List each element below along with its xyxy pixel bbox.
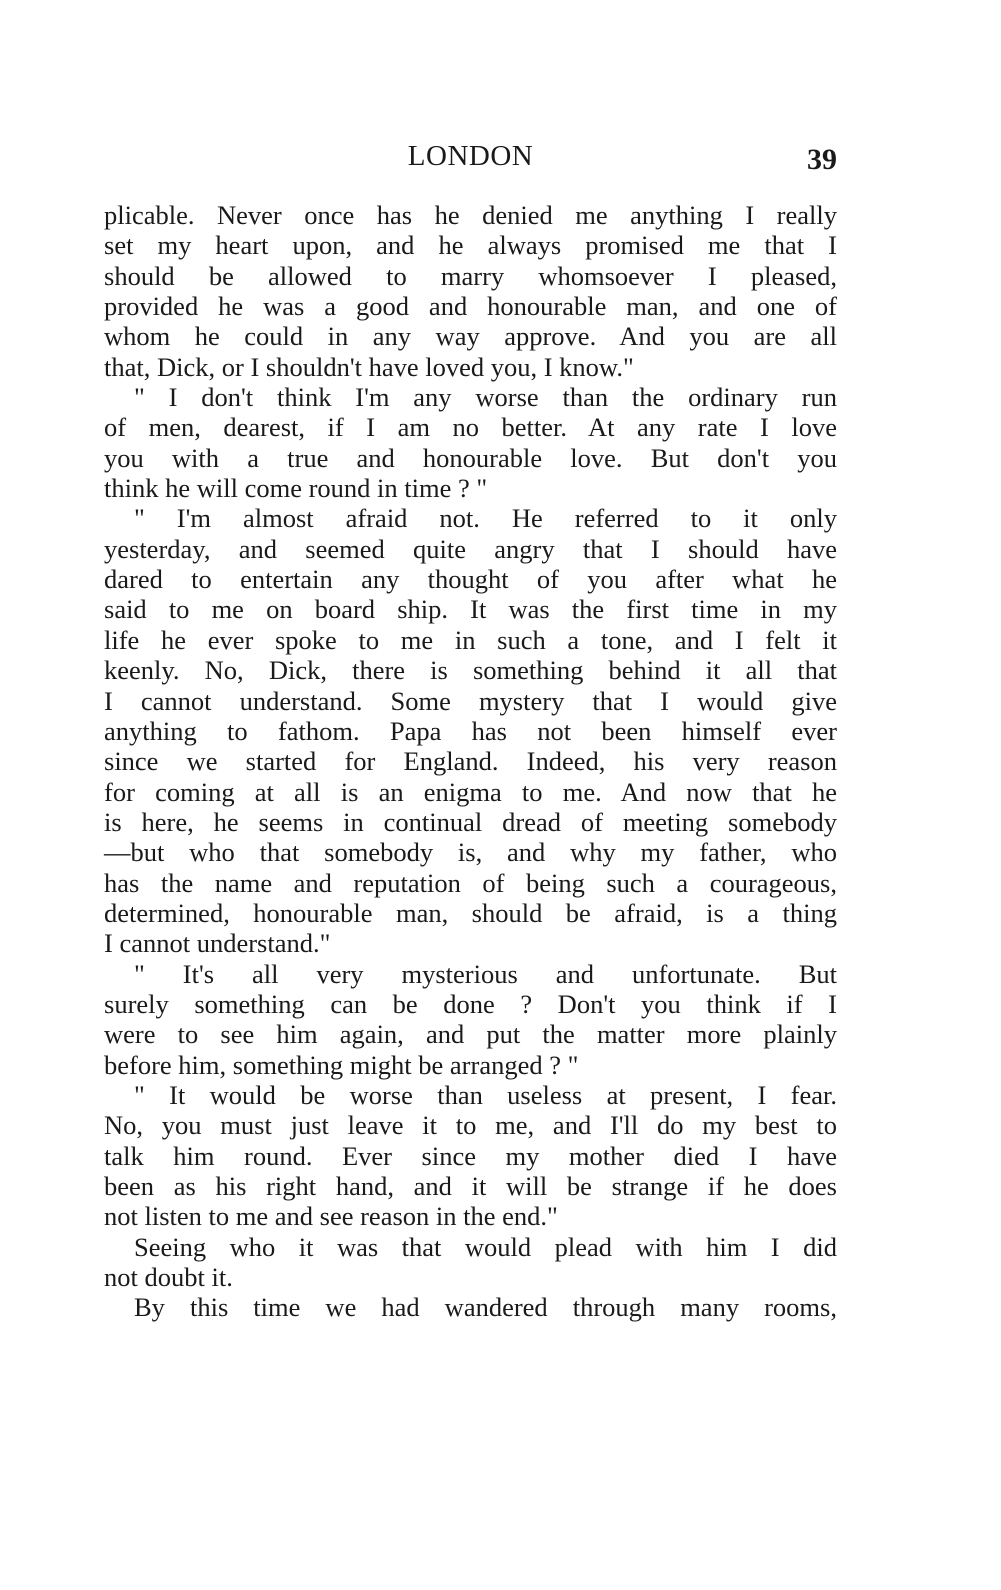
text-line: has the name and reputation of being such a courageous,	[104, 867, 837, 898]
text-line: is here, he seems in continual dread of meeting somebody	[104, 806, 837, 837]
text-line: not listen to me and see reason in the end."	[104, 1201, 558, 1232]
page-number: 39	[807, 143, 837, 176]
text-line: plicable. Never once has he denied me anything I really	[104, 200, 837, 230]
text-line: said to me on board ship. It was the first time in my	[104, 594, 837, 625]
text-line: dared to entertain any thought of you after what he	[104, 564, 837, 595]
text-line: set my heart upon, and he always promised me that I	[104, 230, 837, 261]
text-line: provided he was a good and honourable man, and one of	[104, 291, 837, 322]
text-line: before him, something might be arranged ? "	[104, 1049, 579, 1080]
text-line: not doubt it.	[104, 1262, 233, 1293]
paragraph	[104, 1232, 837, 1293]
text-line: I cannot understand. Some mystery that I would give	[104, 685, 837, 716]
text-line: anything to fathom. Papa has not been himself ever	[104, 715, 837, 746]
text-line: been as his right hand, and it will be strange if he does	[104, 1171, 837, 1201]
text-line: that, Dick, or I shouldn't have loved you, I know."	[104, 351, 634, 382]
paragraph	[104, 1080, 837, 1232]
text-line: By this time we had wandered through many rooms,	[134, 1292, 837, 1323]
text-line: surely something can be done ? Don't you think if I	[104, 988, 837, 1019]
paragraph	[104, 959, 837, 1080]
body-text	[104, 200, 837, 1323]
text-line: Seeing who it was that would plead with him I did	[134, 1231, 837, 1262]
text-line: should be allowed to marry whomsoever I pleased,	[104, 260, 837, 291]
text-line: determined, honourable man, should be afraid, is a thing	[104, 897, 837, 928]
text-line: " It would be worse than useless at present, I fear.	[134, 1079, 837, 1110]
text-line: you with a true and honourable love. But don't you	[104, 442, 837, 473]
running-title: LONDON	[407, 140, 534, 172]
text-line: keenly. No, Dick, there is something behind it all that	[104, 655, 837, 686]
paragraph	[104, 382, 837, 503]
text-line: No, you must just leave it to me, and I'll do my best to	[104, 1110, 837, 1141]
text-line: " I don't think I'm any worse than the ordinary run	[134, 382, 837, 413]
text-line: were to see him again, and put the matter more plainly	[104, 1019, 837, 1050]
paragraph	[104, 200, 837, 382]
text-line: whom he could in any way approve. And you are all	[104, 321, 837, 352]
text-line: life he ever spoke to me in such a tone, and I felt it	[104, 624, 837, 655]
text-line: yesterday, and seemed quite angry that I should have	[104, 533, 837, 564]
text-line: —but who that somebody is, and why my father, who	[104, 837, 837, 868]
text-line: for coming at all is an enigma to me. And now that he	[104, 776, 837, 807]
text-line: I cannot understand."	[104, 928, 331, 959]
text-line: since we started for England. Indeed, his very reason	[104, 746, 837, 777]
text-line: " It's all very mysterious and unfortunate. But	[134, 958, 837, 989]
text-line: " I'm almost afraid not. He referred to it only	[134, 503, 837, 534]
text-line: think he will come round in time ? "	[104, 473, 488, 504]
text-line: talk him round. Ever since my mother died I have	[104, 1140, 837, 1171]
text-line: of men, dearest, if I am no better. At any rate I love	[104, 412, 837, 443]
paragraph	[104, 1292, 837, 1322]
running-head	[104, 140, 837, 180]
paragraph	[104, 503, 837, 958]
